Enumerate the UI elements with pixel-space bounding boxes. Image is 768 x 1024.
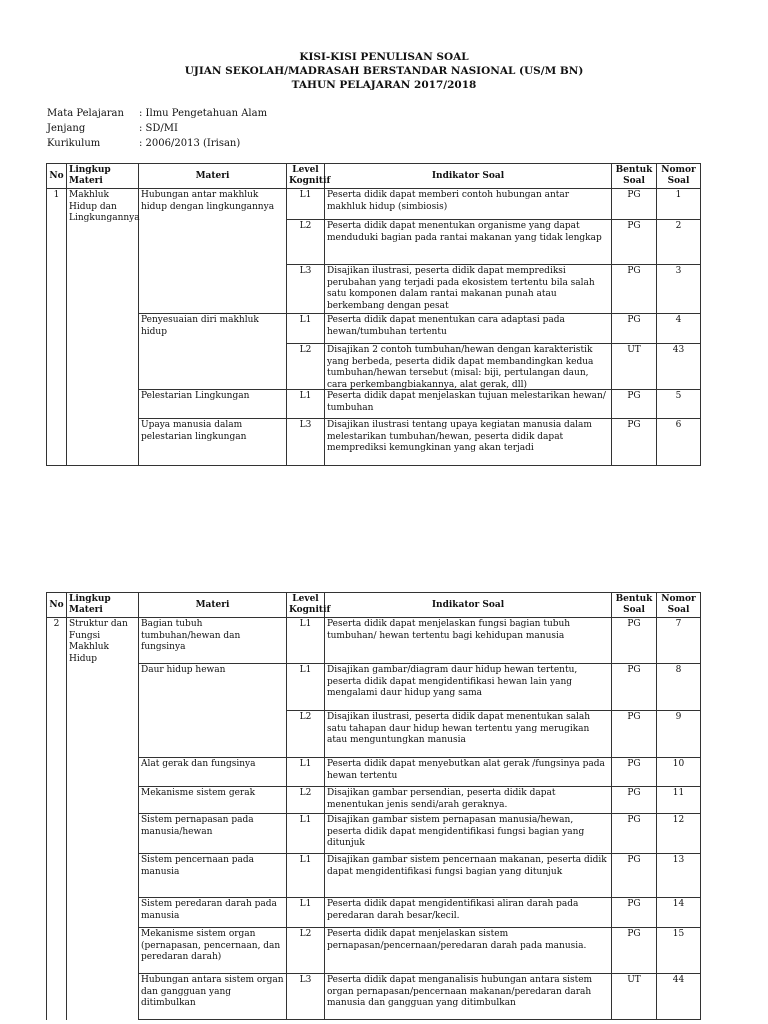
col-header-level: Level Kognitif — [287, 593, 325, 618]
cell-bentuk: PG — [612, 898, 657, 928]
cell-materi: Sistem peredaran darah pada manusia — [139, 898, 287, 928]
cell-bentuk: PG — [612, 314, 657, 344]
cell-materi: Upaya manusia dalam pelestarian lingkungan — [139, 419, 287, 466]
table-row — [47, 974, 701, 1020]
cell-nomor: 7 — [657, 618, 701, 664]
cell-materi: Mekanisme sistem organ (pernapasan, pencernaan, dan peredaran darah) — [139, 928, 287, 974]
indikator-text: Disajikan 2 contoh tumbuhan/hewan dengan karakteristik yang berbeda, peserta didik dapat membandingkan kedua tumbuhan/hewan tersebut (misal: biji, pertulangan daun, cara perkembangbiakannya, alat gerak, dll) — [327, 345, 594, 390]
cell-materi: Penyesuaian diri makhluk hidup — [139, 314, 287, 390]
cell-bentuk: PG — [612, 854, 657, 898]
cell-indikator: Peserta didik dapat menjelaskan fungsi bagian tubuh tumbuhan/ hewan tertentu bagi kehidupan manusia — [325, 618, 612, 664]
cell-level: L1 — [287, 758, 325, 787]
cell-indikator: Disajikan gambar/diagram daur hidup hewan tertentu, peserta didik dapat mengidentifikasi hewan lain yang mengalami daur hidup yang sama — [325, 664, 612, 711]
cell-indikator — [325, 344, 612, 390]
cell-indikator: Disajikan ilustrasi, peserta didik dapat memprediksi perubahan yang terjadi pada ekosistem tertentu bila salah satu komponen dalam rantai makanan punah atau berkembang dengan pesat — [325, 265, 612, 314]
table-row — [47, 664, 701, 711]
cell-materi: Mekanisme sistem gerak — [139, 787, 287, 814]
cell-nomor: 9 — [657, 711, 701, 758]
col-header-lingkup: Lingkup Materi — [67, 593, 139, 618]
cell-level: L2 — [287, 220, 325, 265]
cell-bentuk: PG — [612, 814, 657, 854]
cell-bentuk: PG — [612, 189, 657, 220]
meta-kurikulum — [47, 136, 240, 151]
cell-nomor: 43 — [657, 344, 701, 390]
cell-level: L1 — [287, 898, 325, 928]
cell-level: L3 — [287, 265, 325, 314]
col-header-bentuk: Bentuk Soal — [612, 164, 657, 189]
meta-key: Jenjang — [47, 123, 86, 134]
col-header-nomor: Nomor Soal — [657, 593, 701, 618]
cell-indikator: Disajikan gambar sistem pencernaan makanan, peserta didik dapat mengidentifikasi fungsi bagian yang ditunjuk — [325, 854, 612, 898]
meta-value: : SD/MI — [139, 123, 178, 134]
cell-bentuk: PG — [612, 928, 657, 974]
cell-bentuk: PG — [612, 711, 657, 758]
kisi-kisi-table-1 — [46, 163, 701, 466]
table-row — [47, 419, 701, 466]
cell-nomor: 6 — [657, 419, 701, 466]
cell-lingkup-materi: Makhluk Hidup dan Lingkungannya — [67, 189, 139, 466]
table-row — [47, 814, 701, 854]
cell-indikator: Peserta didik dapat menentukan cara adaptasi pada hewan/tumbuhan tertentu — [325, 314, 612, 344]
cell-materi: Hubungan antara sistem organ dan gangguan yang ditimbulkan — [139, 974, 287, 1020]
cell-bentuk: PG — [612, 758, 657, 787]
meta-key: Mata Pelajaran — [47, 108, 124, 119]
cell-indikator: Peserta didik dapat menyebutkan alat gerak /fungsinya pada hewan tertentu — [325, 758, 612, 787]
cell-materi: Sistem pernapasan pada manusia/hewan — [139, 814, 287, 854]
table-header-row — [47, 164, 701, 189]
table-row — [47, 390, 701, 419]
doc-title-line-2: UJIAN SEKOLAH/MADRASAH BERSTANDAR NASIONAL (US/M BN) — [184, 65, 584, 77]
cell-bentuk: PG — [612, 419, 657, 466]
col-header-indikator: Indikator Soal — [325, 164, 612, 189]
table-row — [47, 854, 701, 898]
table-row — [47, 618, 701, 664]
cell-nomor: 11 — [657, 787, 701, 814]
col-header-indikator: Indikator Soal — [325, 593, 612, 618]
cell-no: 1 — [47, 189, 67, 466]
cell-indikator: Peserta didik dapat menganalisis hubungan antara sistem organ pernapasan/pencernaan makanan/peredaran darah manusia dan gangguan yang ditimbulkan — [325, 974, 612, 1020]
col-header-no: No — [47, 593, 67, 618]
cell-level: L1 — [287, 814, 325, 854]
cell-level: L1 — [287, 854, 325, 898]
col-header-no: No — [47, 164, 67, 189]
cell-nomor: 44 — [657, 974, 701, 1020]
table-row — [47, 787, 701, 814]
cell-level: L2 — [287, 787, 325, 814]
table-header-row — [47, 593, 701, 618]
meta-jenjang — [47, 121, 178, 136]
cell-level: L3 — [287, 974, 325, 1020]
cell-indikator: Disajikan ilustrasi, peserta didik dapat menentukan salah satu tahapan daur hidup hewan tertentu yang merugikan atau menguntungkan manusia — [325, 711, 612, 758]
col-header-nomor: Nomor Soal — [657, 164, 701, 189]
cell-nomor: 15 — [657, 928, 701, 974]
cell-bentuk: PG — [612, 390, 657, 419]
doc-title-line-3: TAHUN PELAJARAN 2017/2018 — [291, 79, 477, 91]
table-row — [47, 314, 701, 344]
cell-nomor: 4 — [657, 314, 701, 344]
cell-level: L1 — [287, 314, 325, 344]
cell-nomor: 2 — [657, 220, 701, 265]
cell-level: L2 — [287, 711, 325, 758]
cell-indikator: Peserta didik dapat menjelaskan tujuan melestarikan hewan/ tumbuhan — [325, 390, 612, 419]
col-header-level: Level Kognitif — [287, 164, 325, 189]
col-header-materi: Materi — [139, 164, 287, 189]
cell-indikator: Peserta didik dapat menjelaskan sistem pernapasan/pencernaan/peredaran darah pada manusia. — [325, 928, 612, 974]
col-header-lingkup: Lingkup Materi — [67, 164, 139, 189]
cell-materi: Hubungan antar makhluk hidup dengan lingkungannya — [139, 189, 287, 314]
cell-indikator: Disajikan ilustrasi tentang upaya kegiatan manusia dalam melestarikan tumbuhan/hewan, peserta didik dapat memprediksi kemungkinan yang akan terjadi — [325, 419, 612, 466]
cell-nomor: 1 — [657, 189, 701, 220]
cell-nomor: 3 — [657, 265, 701, 314]
meta-key: Kurikulum — [47, 138, 101, 149]
cell-level: L1 — [287, 664, 325, 711]
cell-bentuk: UT — [612, 974, 657, 1020]
cell-materi: Sistem pencernaan pada manusia — [139, 854, 287, 898]
cell-level: L1 — [287, 618, 325, 664]
cell-nomor: 10 — [657, 758, 701, 787]
cell-level: L3 — [287, 419, 325, 466]
cell-level: L2 — [287, 928, 325, 974]
cell-level: L1 — [287, 189, 325, 220]
cell-nomor: 5 — [657, 390, 701, 419]
cell-bentuk: PG — [612, 618, 657, 664]
cell-bentuk: UT — [612, 344, 657, 390]
meta-mata-pelajaran — [47, 106, 267, 121]
col-header-materi: Materi — [139, 593, 287, 618]
kisi-kisi-table-2 — [46, 592, 701, 1020]
cell-no: 2 — [47, 618, 67, 1020]
cell-indikator: Disajikan gambar persendian, peserta didik dapat menentukan jenis sendi/arah geraknya. — [325, 787, 612, 814]
table-row — [47, 189, 701, 220]
cell-bentuk: PG — [612, 265, 657, 314]
table-row — [47, 928, 701, 974]
col-header-bentuk: Bentuk Soal — [612, 593, 657, 618]
table-row — [47, 758, 701, 787]
cell-nomor: 13 — [657, 854, 701, 898]
cell-nomor: 8 — [657, 664, 701, 711]
table-row — [47, 898, 701, 928]
doc-title-line-1: KISI-KISI PENULISAN SOAL — [299, 51, 469, 63]
cell-bentuk: PG — [612, 664, 657, 711]
cell-indikator: Peserta didik dapat menentukan organisme yang dapat menduduki bagian pada rantai makanan yang tidak lengkap — [325, 220, 612, 265]
cell-indikator: Disajikan gambar sistem pernapasan manusia/hewan, peserta didik dapat mengidentifikasi fungsi bagian yang ditunjuk — [325, 814, 612, 854]
cell-lingkup-materi: Struktur dan Fungsi Makhluk Hidup — [67, 618, 139, 1020]
cell-indikator: Peserta didik dapat mengidentifikasi aliran darah pada peredaran darah besar/kecil. — [325, 898, 612, 928]
cell-level: L1 — [287, 390, 325, 419]
cell-nomor: 12 — [657, 814, 701, 854]
cell-indikator: Peserta didik dapat memberi contoh hubungan antar makhluk hidup (simbiosis) — [325, 189, 612, 220]
cell-bentuk: PG — [612, 787, 657, 814]
cell-materi: Daur hidup hewan — [139, 664, 287, 758]
cell-materi: Bagian tubuh tumbuhan/hewan dan fungsinya — [139, 618, 287, 664]
cell-level: L2 — [287, 344, 325, 390]
cell-materi: Alat gerak dan fungsinya — [139, 758, 287, 787]
meta-value: : Ilmu Pengetahuan Alam — [139, 108, 268, 119]
meta-value: : 2006/2013 (Irisan) — [139, 138, 241, 149]
cell-nomor: 14 — [657, 898, 701, 928]
cell-materi: Pelestarian Lingkungan — [139, 390, 287, 419]
cell-bentuk: PG — [612, 220, 657, 265]
